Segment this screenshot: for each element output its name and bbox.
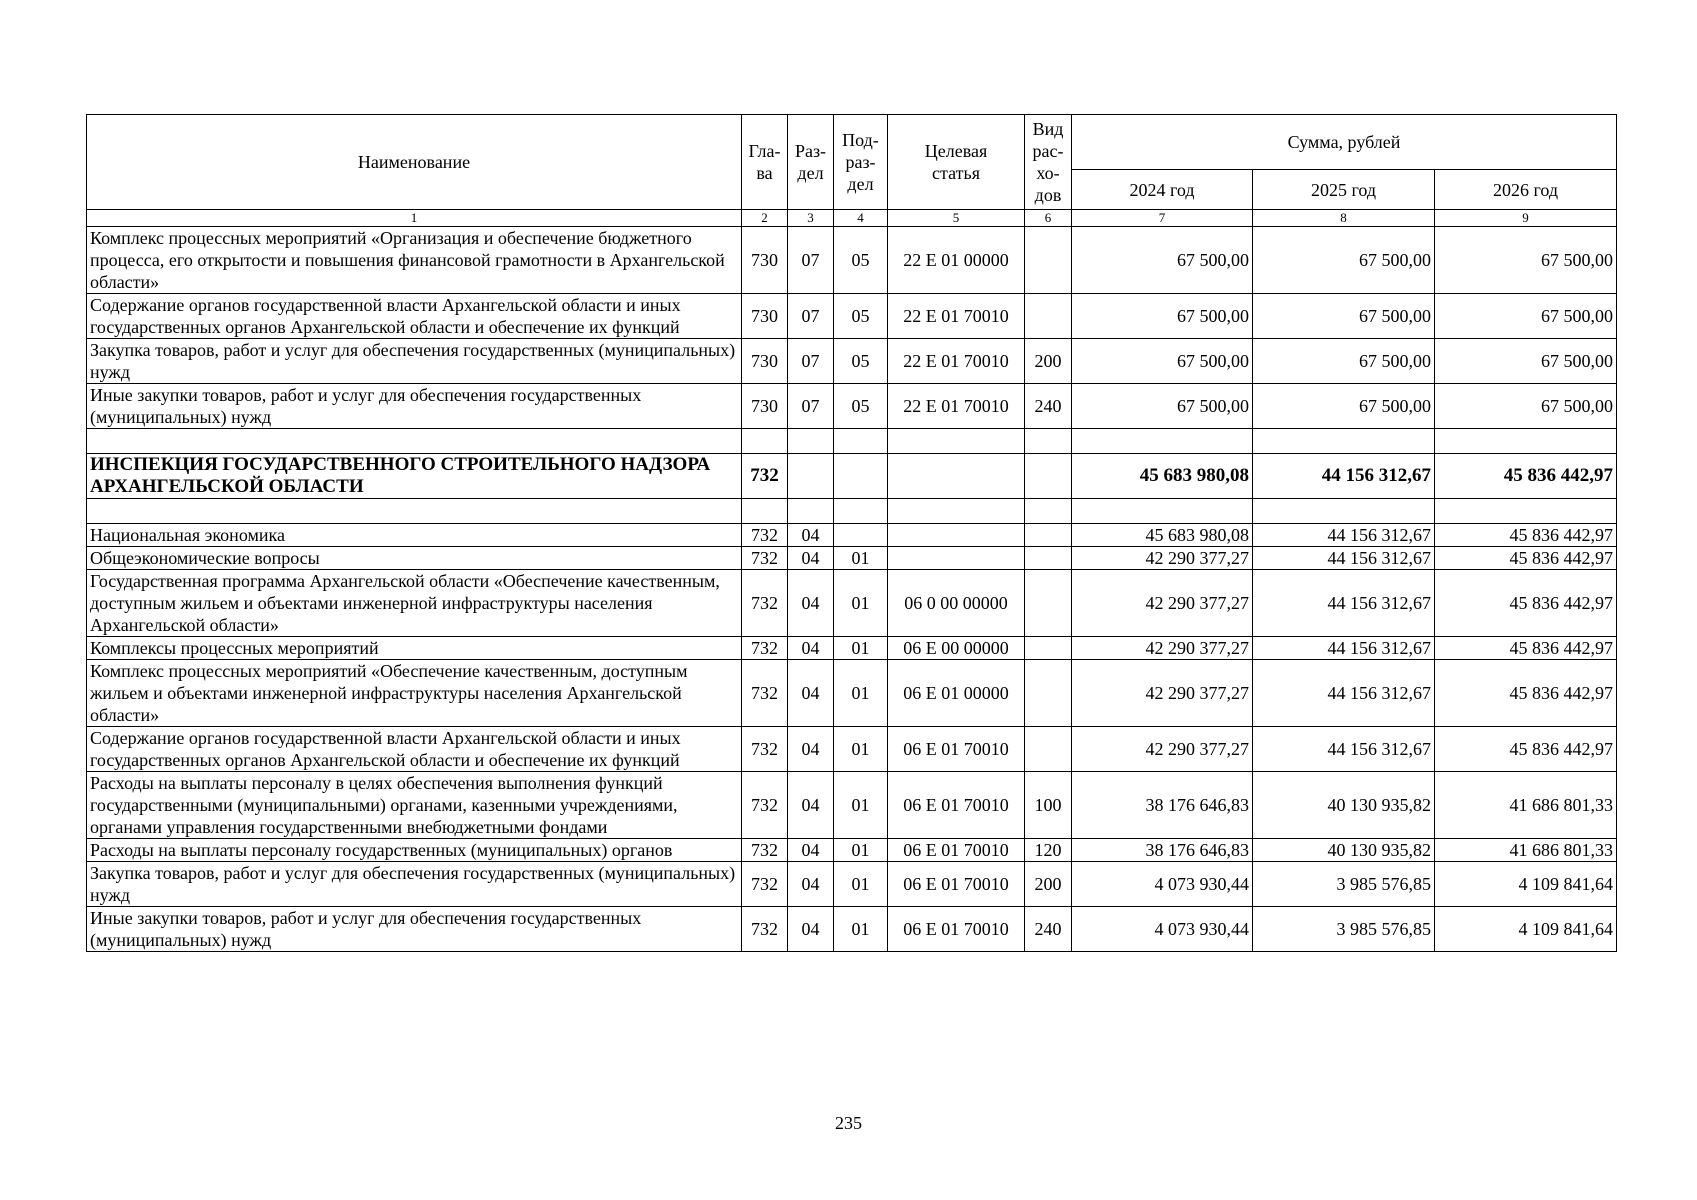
- cell-glava: [742, 429, 788, 454]
- cell-sum-2024: 42 290 377,27: [1072, 547, 1253, 570]
- cell-glava: 732: [742, 907, 788, 952]
- cell-vid: [1025, 294, 1072, 339]
- cell-sum-2024: 42 290 377,27: [1072, 570, 1253, 637]
- table-row: [87, 907, 1617, 952]
- cell-podrazdel: [834, 499, 888, 524]
- cell-sum-2024: 45 683 980,08: [1072, 524, 1253, 547]
- table-row: [87, 384, 1617, 429]
- cell-vid: [1025, 524, 1072, 547]
- cell-glava: 732: [742, 547, 788, 570]
- cell-target: 22 Е 01 70010: [888, 339, 1025, 384]
- table-header: [87, 115, 1617, 227]
- cell-sum-2025: 67 500,00: [1253, 384, 1435, 429]
- cell-name: [87, 429, 742, 454]
- header-podrazdel: Под- раз- дел: [834, 115, 888, 210]
- cell-sum-2025: 67 500,00: [1253, 339, 1435, 384]
- cell-vid: [1025, 499, 1072, 524]
- cell-target: [888, 499, 1025, 524]
- cell-name: Расходы на выплаты персоналу государственных (муниципальных) органов: [87, 839, 742, 862]
- cell-sum-2025: 67 500,00: [1253, 227, 1435, 294]
- cell-sum-2025: 40 130 935,82: [1253, 772, 1435, 839]
- cell-vid: 200: [1025, 339, 1072, 384]
- table-row: [87, 727, 1617, 772]
- cell-razdel: 04: [788, 772, 834, 839]
- cell-glava: 730: [742, 384, 788, 429]
- cell-glava: 732: [742, 524, 788, 547]
- cell-target: 06 Е 01 70010: [888, 727, 1025, 772]
- cell-podrazdel: 01: [834, 637, 888, 660]
- cell-razdel: 07: [788, 339, 834, 384]
- cell-target: 22 Е 01 00000: [888, 227, 1025, 294]
- cell-sum-2024: 42 290 377,27: [1072, 727, 1253, 772]
- col-number: 1: [87, 210, 742, 227]
- cell-razdel: [788, 454, 834, 499]
- cell-podrazdel: 05: [834, 294, 888, 339]
- cell-podrazdel: 01: [834, 547, 888, 570]
- cell-target: [888, 429, 1025, 454]
- table-row: [87, 570, 1617, 637]
- cell-sum-2024: [1072, 499, 1253, 524]
- cell-podrazdel: 01: [834, 839, 888, 862]
- cell-sum-2025: 67 500,00: [1253, 294, 1435, 339]
- cell-glava: 732: [742, 862, 788, 907]
- cell-sum-2026: 45 836 442,97: [1435, 660, 1617, 727]
- cell-podrazdel: 01: [834, 907, 888, 952]
- cell-target: 22 Е 01 70010: [888, 294, 1025, 339]
- cell-vid: [1025, 227, 1072, 294]
- cell-podrazdel: 05: [834, 339, 888, 384]
- cell-target: 06 Е 00 00000: [888, 637, 1025, 660]
- cell-vid: [1025, 637, 1072, 660]
- cell-glava: 730: [742, 294, 788, 339]
- cell-glava: 732: [742, 772, 788, 839]
- cell-sum-2026: 67 500,00: [1435, 339, 1617, 384]
- header-name: Наименование: [87, 115, 742, 210]
- table-row: [87, 547, 1617, 570]
- cell-name: Расходы на выплаты персоналу в целях обеспечения выполнения функций государственными (муниципальными) органами, казенными учреждениями, органами управления государственными внебюджетными фондами: [87, 772, 742, 839]
- cell-name: Содержание органов государственной власти Архангельской области и иных государственных органов Архангельской области и обеспечение их функций: [87, 727, 742, 772]
- cell-podrazdel: 01: [834, 772, 888, 839]
- cell-sum-2025: 44 156 312,67: [1253, 637, 1435, 660]
- cell-razdel: 04: [788, 839, 834, 862]
- col-number: 2: [742, 210, 788, 227]
- header-vid: Вид рас- хо- дов: [1025, 115, 1072, 210]
- cell-sum-2024: [1072, 429, 1253, 454]
- cell-vid: [1025, 429, 1072, 454]
- cell-glava: 732: [742, 727, 788, 772]
- budget-table: [86, 114, 1617, 952]
- cell-vid: [1025, 660, 1072, 727]
- table-row: [87, 862, 1617, 907]
- cell-target: 06 Е 01 00000: [888, 660, 1025, 727]
- header-year-2026: 2026 год: [1435, 170, 1617, 210]
- cell-sum-2024: 38 176 646,83: [1072, 772, 1253, 839]
- cell-sum-2025: [1253, 499, 1435, 524]
- cell-sum-2026: 4 109 841,64: [1435, 862, 1617, 907]
- cell-glava: 732: [742, 454, 788, 499]
- cell-name: [87, 499, 742, 524]
- table-row: [87, 637, 1617, 660]
- cell-sum-2024: 4 073 930,44: [1072, 907, 1253, 952]
- cell-sum-2026: 45 836 442,97: [1435, 637, 1617, 660]
- cell-target: 06 0 00 00000: [888, 570, 1025, 637]
- cell-name: Комплексы процессных мероприятий: [87, 637, 742, 660]
- table-row: [87, 339, 1617, 384]
- col-number: 5: [888, 210, 1025, 227]
- cell-target: 06 Е 01 70010: [888, 839, 1025, 862]
- cell-razdel: 04: [788, 727, 834, 772]
- col-number: 9: [1435, 210, 1617, 227]
- cell-razdel: 04: [788, 660, 834, 727]
- header-target: Целевая статья: [888, 115, 1025, 210]
- cell-name: Иные закупки товаров, работ и услуг для обеспечения государственных (муниципальных) нужд: [87, 907, 742, 952]
- table-row: [87, 227, 1617, 294]
- cell-sum-2025: 44 156 312,67: [1253, 524, 1435, 547]
- cell-glava: 732: [742, 839, 788, 862]
- cell-razdel: 04: [788, 907, 834, 952]
- cell-vid: [1025, 570, 1072, 637]
- cell-name: ИНСПЕКЦИЯ ГОСУДАРСТВЕННОГО СТРОИТЕЛЬНОГО НАДЗОРА АРХАНГЕЛЬСКОЙ ОБЛАСТИ: [87, 454, 742, 499]
- cell-sum-2026: 45 836 442,97: [1435, 524, 1617, 547]
- table-row: [87, 454, 1617, 499]
- cell-sum-2025: 3 985 576,85: [1253, 862, 1435, 907]
- header-glava: Гла- ва: [742, 115, 788, 210]
- cell-razdel: 04: [788, 524, 834, 547]
- cell-sum-2025: [1253, 429, 1435, 454]
- col-number: 6: [1025, 210, 1072, 227]
- cell-razdel: [788, 429, 834, 454]
- cell-sum-2024: 67 500,00: [1072, 294, 1253, 339]
- cell-vid: 200: [1025, 862, 1072, 907]
- header-year-2025: 2025 год: [1253, 170, 1435, 210]
- cell-razdel: 04: [788, 547, 834, 570]
- cell-name: Общеэкономические вопросы: [87, 547, 742, 570]
- cell-sum-2025: 44 156 312,67: [1253, 660, 1435, 727]
- cell-glava: 732: [742, 570, 788, 637]
- cell-sum-2026: 45 836 442,97: [1435, 727, 1617, 772]
- cell-podrazdel: 01: [834, 570, 888, 637]
- cell-sum-2026: 4 109 841,64: [1435, 907, 1617, 952]
- table-row: [87, 294, 1617, 339]
- column-numbers-row: [87, 210, 1617, 227]
- table-body: [87, 227, 1617, 952]
- cell-name: Государственная программа Архангельской области «Обеспечение качественным, доступным жильем и объектами инженерной инфраструктуры населения Архангельской области»: [87, 570, 742, 637]
- cell-target: 06 Е 01 70010: [888, 907, 1025, 952]
- cell-sum-2025: 44 156 312,67: [1253, 547, 1435, 570]
- document-page: [86, 114, 1616, 952]
- table-row: [87, 839, 1617, 862]
- cell-razdel: [788, 499, 834, 524]
- cell-name: Закупка товаров, работ и услуг для обеспечения государственных (муниципальных) нужд: [87, 862, 742, 907]
- cell-razdel: 04: [788, 570, 834, 637]
- cell-vid: [1025, 547, 1072, 570]
- col-number: 7: [1072, 210, 1253, 227]
- cell-sum-2026: 45 836 442,97: [1435, 547, 1617, 570]
- cell-razdel: 07: [788, 294, 834, 339]
- cell-podrazdel: [834, 524, 888, 547]
- cell-glava: 732: [742, 660, 788, 727]
- cell-vid: 240: [1025, 907, 1072, 952]
- cell-sum-2024: 67 500,00: [1072, 384, 1253, 429]
- header-sum: Сумма, рублей: [1072, 115, 1617, 170]
- cell-sum-2026: 45 836 442,97: [1435, 570, 1617, 637]
- col-number: 8: [1253, 210, 1435, 227]
- cell-sum-2026: [1435, 499, 1617, 524]
- cell-podrazdel: 01: [834, 660, 888, 727]
- cell-name: Закупка товаров, работ и услуг для обеспечения государственных (муниципальных) нужд: [87, 339, 742, 384]
- cell-glava: 732: [742, 637, 788, 660]
- cell-razdel: 07: [788, 227, 834, 294]
- cell-sum-2024: 67 500,00: [1072, 339, 1253, 384]
- table-row: [87, 772, 1617, 839]
- header-year-2024: 2024 год: [1072, 170, 1253, 210]
- empty-row: [87, 429, 1617, 454]
- cell-podrazdel: 01: [834, 862, 888, 907]
- col-number: 3: [788, 210, 834, 227]
- page-number: 235: [835, 1113, 862, 1133]
- cell-target: [888, 547, 1025, 570]
- cell-podrazdel: 05: [834, 384, 888, 429]
- cell-podrazdel: [834, 454, 888, 499]
- cell-target: 06 Е 01 70010: [888, 862, 1025, 907]
- cell-sum-2026: 41 686 801,33: [1435, 839, 1617, 862]
- cell-vid: 100: [1025, 772, 1072, 839]
- cell-sum-2026: 67 500,00: [1435, 294, 1617, 339]
- cell-podrazdel: 01: [834, 727, 888, 772]
- cell-name: Комплекс процессных мероприятий «Обеспечение качественным, доступным жильем и объектами инженерной инфраструктуры населения Архангельской области»: [87, 660, 742, 727]
- cell-razdel: 04: [788, 637, 834, 660]
- cell-name: Иные закупки товаров, работ и услуг для обеспечения государственных (муниципальных) нужд: [87, 384, 742, 429]
- cell-sum-2024: 38 176 646,83: [1072, 839, 1253, 862]
- cell-sum-2024: 42 290 377,27: [1072, 660, 1253, 727]
- cell-sum-2026: 67 500,00: [1435, 384, 1617, 429]
- cell-sum-2025: 44 156 312,67: [1253, 727, 1435, 772]
- cell-target: [888, 454, 1025, 499]
- cell-target: [888, 524, 1025, 547]
- cell-podrazdel: 05: [834, 227, 888, 294]
- cell-sum-2026: 67 500,00: [1435, 227, 1617, 294]
- empty-row: [87, 499, 1617, 524]
- cell-sum-2024: 42 290 377,27: [1072, 637, 1253, 660]
- cell-sum-2026: [1435, 429, 1617, 454]
- table-row: [87, 524, 1617, 547]
- cell-name: Комплекс процессных мероприятий «Организация и обеспечение бюджетного процесса, его открытости и повышения финансовой грамотности в Архангельской области»: [87, 227, 742, 294]
- header-razdel: Раз- дел: [788, 115, 834, 210]
- cell-sum-2025: 44 156 312,67: [1253, 570, 1435, 637]
- cell-sum-2025: 44 156 312,67: [1253, 454, 1435, 499]
- cell-sum-2025: 40 130 935,82: [1253, 839, 1435, 862]
- cell-podrazdel: [834, 429, 888, 454]
- cell-sum-2026: 45 836 442,97: [1435, 454, 1617, 499]
- cell-sum-2024: 45 683 980,08: [1072, 454, 1253, 499]
- cell-glava: 730: [742, 339, 788, 384]
- cell-sum-2024: 67 500,00: [1072, 227, 1253, 294]
- cell-vid: [1025, 454, 1072, 499]
- col-number: 4: [834, 210, 888, 227]
- cell-name: Содержание органов государственной власти Архангельской области и иных государственных органов Архангельской области и обеспечение их функций: [87, 294, 742, 339]
- cell-sum-2026: 41 686 801,33: [1435, 772, 1617, 839]
- cell-sum-2024: 4 073 930,44: [1072, 862, 1253, 907]
- cell-vid: 240: [1025, 384, 1072, 429]
- cell-glava: [742, 499, 788, 524]
- cell-target: 06 Е 01 70010: [888, 772, 1025, 839]
- table-row: [87, 660, 1617, 727]
- cell-target: 22 Е 01 70010: [888, 384, 1025, 429]
- cell-vid: 120: [1025, 839, 1072, 862]
- cell-glava: 730: [742, 227, 788, 294]
- cell-razdel: 07: [788, 384, 834, 429]
- cell-sum-2025: 3 985 576,85: [1253, 907, 1435, 952]
- cell-razdel: 04: [788, 862, 834, 907]
- cell-vid: [1025, 727, 1072, 772]
- cell-name: Национальная экономика: [87, 524, 742, 547]
